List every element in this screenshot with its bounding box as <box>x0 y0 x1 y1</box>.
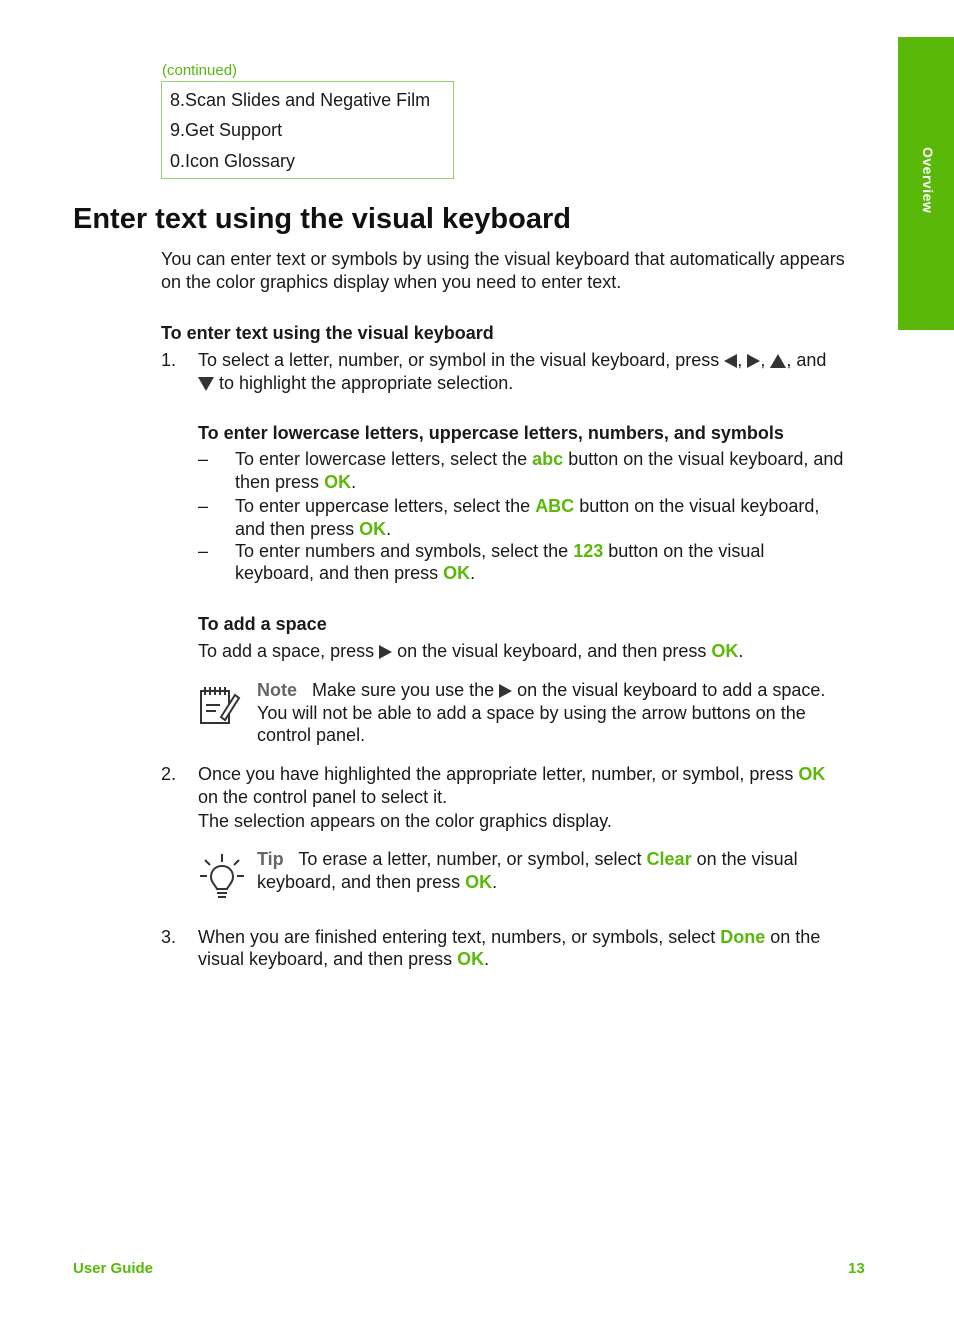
punct: . <box>484 949 490 969</box>
page-title: Enter text using the visual keyboard <box>73 203 571 235</box>
note-text: control panel. <box>257 725 366 745</box>
punct: , <box>737 350 743 370</box>
tip-text: keyboard, and then press <box>257 872 461 892</box>
step-2-line <box>198 763 825 786</box>
bullet-text: To enter numbers and symbols, select the <box>235 541 569 561</box>
step-1-text-end: , and <box>786 350 827 370</box>
ok-label: OK <box>324 472 352 492</box>
right-arrow-icon <box>379 645 392 659</box>
intro-line: on the color graphics display when you need to enter text. <box>161 272 622 292</box>
step-3-text: on the <box>770 927 821 947</box>
subsection-title: To enter lowercase letters, uppercase letters, numbers, and symbols <box>198 423 784 443</box>
note-text: Make sure you use the <box>312 680 495 700</box>
space-title: To add a space <box>198 614 327 634</box>
step-number: 3. <box>161 927 177 947</box>
toc-box <box>161 81 454 179</box>
right-arrow-icon <box>499 684 512 698</box>
step-2-text: Once you have highlighted the appropriate letter, number, or symbol, press <box>198 764 794 784</box>
bullet-line <box>235 518 391 541</box>
step-1-text: To select a letter, number, or symbol in the visual keyboard, press <box>198 350 720 370</box>
step-1-line-2 <box>198 372 513 395</box>
key-label: ABC <box>535 496 575 516</box>
step-3-line <box>198 926 820 949</box>
tip-line <box>257 848 798 871</box>
toc-item: 8.Scan Slides and Negative Film <box>170 90 431 110</box>
bullet-line <box>235 471 356 494</box>
punct: . <box>492 872 498 892</box>
bullet-text: then press <box>235 472 320 492</box>
right-arrow-icon <box>747 354 760 368</box>
punct: . <box>351 472 357 492</box>
step-1-line <box>198 349 826 372</box>
toc-item: 0.Icon Glossary <box>170 151 296 171</box>
ok-label: OK <box>443 563 471 583</box>
bullet-text: button on the visual keyboard, <box>579 496 820 516</box>
step-number: 1. <box>161 350 177 370</box>
step-3-line-2 <box>198 948 489 971</box>
bullet-text: and then press <box>235 519 355 539</box>
ok-label: OK <box>798 764 826 784</box>
punct: . <box>386 519 392 539</box>
step-number: 2. <box>161 764 177 784</box>
done-label: Done <box>720 927 766 947</box>
punct: . <box>738 641 744 661</box>
tip-text: To erase a letter, number, or symbol, select <box>298 849 642 869</box>
side-tab-label: Overview <box>920 147 936 214</box>
space-text: To add a space, press <box>198 641 375 661</box>
ok-label: OK <box>359 519 387 539</box>
bullet-text: button on the visual <box>608 541 765 561</box>
side-tab <box>898 37 954 330</box>
key-label: abc <box>532 449 564 469</box>
bullet-text: To enter lowercase letters, select the <box>235 449 528 469</box>
bullet-line <box>235 540 764 563</box>
ok-label: OK <box>465 872 493 892</box>
left-arrow-icon <box>724 354 737 368</box>
footer-guide-label: User Guide <box>73 1260 154 1277</box>
ok-label: OK <box>711 641 739 661</box>
step-3-text: When you are finished entering text, numbers, or symbols, select <box>198 927 716 947</box>
note-text: You will not be able to add a space by using the arrow buttons on the <box>257 703 806 723</box>
step-3-text: visual keyboard, and then press <box>198 949 453 969</box>
bullet-text: button on the visual keyboard, and <box>568 449 844 469</box>
bullet-text: keyboard, and then press <box>235 563 439 583</box>
tip-text: on the visual <box>696 849 798 869</box>
note-icon <box>197 683 241 727</box>
note-line <box>257 679 825 702</box>
continued-label: (continued) <box>162 62 238 79</box>
up-arrow-icon <box>770 354 786 368</box>
tip-line-2 <box>257 871 497 894</box>
bullet-line <box>235 562 475 585</box>
ok-label: OK <box>457 949 485 969</box>
punct: . <box>470 563 476 583</box>
procedure-title: To enter text using the visual keyboard <box>161 323 494 343</box>
bullet-line <box>235 495 819 518</box>
space-text: on the visual keyboard, and then press <box>397 641 707 661</box>
step-2-text: on the control panel to select it. <box>198 787 448 807</box>
space-line <box>198 640 743 663</box>
bullet-line <box>235 448 843 471</box>
bullet-dash: – <box>198 496 209 516</box>
lightbulb-icon <box>199 852 245 902</box>
punct: , <box>760 350 766 370</box>
toc-item: 9.Get Support <box>170 120 283 140</box>
tip-label: Tip <box>257 849 284 869</box>
intro-line: You can enter text or symbols by using the visual keyboard that automatically appears <box>161 249 845 269</box>
down-arrow-icon <box>198 377 214 391</box>
clear-label: Clear <box>646 849 692 869</box>
note-label: Note <box>257 680 297 700</box>
page-number: 13 <box>848 1260 865 1277</box>
key-label: 123 <box>573 541 604 561</box>
note-text: on the visual keyboard to add a space. <box>517 680 826 700</box>
step-2-text: The selection appears on the color graphics display. <box>198 811 612 831</box>
bullet-text: To enter uppercase letters, select the <box>235 496 531 516</box>
step-1-text-2: to highlight the appropriate selection. <box>219 373 514 393</box>
bullet-dash: – <box>198 449 209 469</box>
bullet-dash: – <box>198 541 209 561</box>
